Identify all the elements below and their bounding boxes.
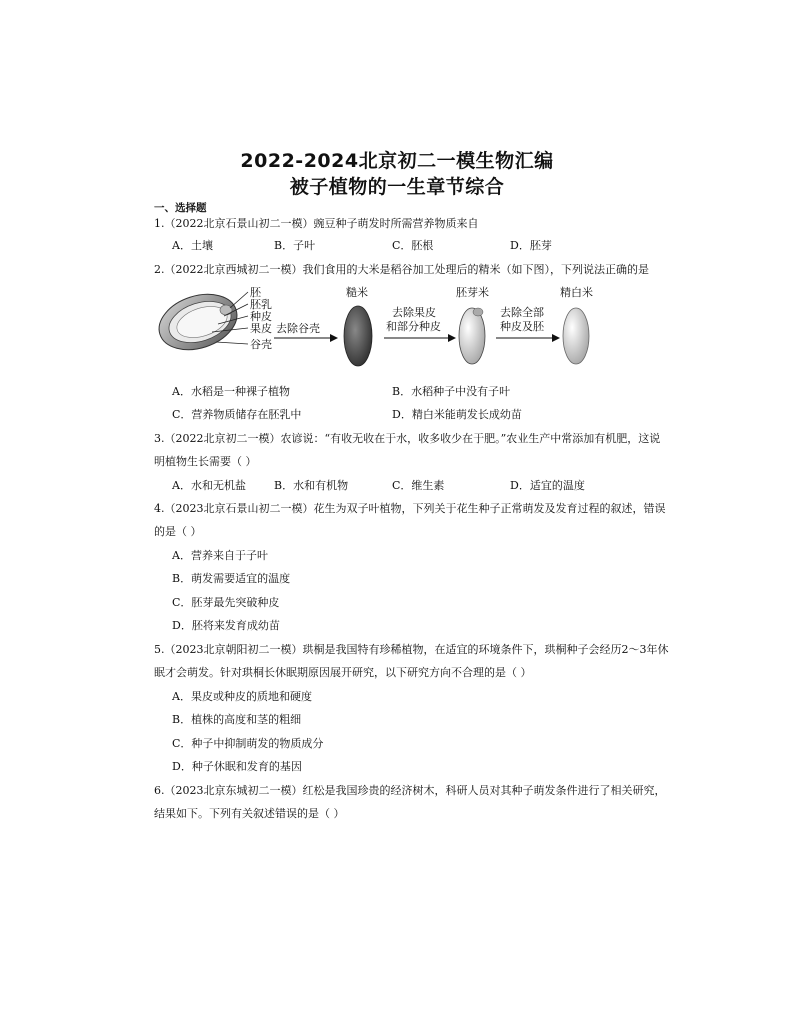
label-pericarp: 果皮 [250, 322, 272, 335]
q4-option-b: B．萌发需要适宜的温度 [172, 572, 291, 585]
label-endosperm: 胚乳 [250, 298, 272, 311]
step3-label-line2: 种皮及胚 [500, 320, 544, 333]
q5-stem-line2: 眠才会萌发。针对珙桐长休眠期原因展开研究，以下研究方向不合理的是（ ） [154, 666, 532, 679]
brown-rice-label: 糙米 [346, 286, 368, 299]
step2-label-line1: 去除果皮 [392, 306, 436, 319]
label-embryo: 胚 [250, 286, 261, 299]
step1-label: 去除谷壳 [276, 322, 320, 335]
q6-stem-line2: 结果如下。下列有关叙述错误的是（ ） [154, 807, 345, 820]
q5-option-b: B．植株的高度和茎的粗细 [172, 713, 302, 726]
q1-option-b: B．子叶 [274, 239, 316, 252]
polished-rice-grain [563, 308, 589, 364]
doc-title: 2022-2024北京初二一模生物汇编 [240, 150, 554, 172]
q1-stem: 1.（2022北京石景山初二一模）豌豆种子萌发时所需营养物质来自 [154, 217, 479, 230]
brown-rice-grain [344, 306, 372, 366]
rice-processing-figure [156, 282, 616, 372]
rice-grain-diagram [156, 285, 244, 359]
q1-option-a: A．土壤 [172, 239, 213, 252]
q4-stem-line1: 4.（2023北京石景山初二一模）花生为双子叶植物，下列关于花生种子正常萌发及发育过程的叙述，错误 [154, 502, 666, 515]
q2-stem: 2.（2022北京西城初二一模）我们食用的大米是稻谷加工处理后的精米（如下图），下列说法正确的是 [154, 263, 649, 276]
q3-option-c: C．维生素 [392, 479, 445, 492]
q4-stem-line2: 的是（ ） [154, 525, 202, 538]
q3-stem-line1: 3.（2022北京初二一模）农谚说：“有收无收在于水，收多收少在于肥。”农业生产中常添加有机肥，这说 [154, 432, 661, 445]
q4-option-c: C．胚芽最先突破种皮 [172, 596, 280, 609]
polished-rice-label: 精白米 [560, 286, 593, 299]
q1-option-c: C．胚根 [392, 239, 434, 252]
q2-option-b: B．水稻种子中没有子叶 [392, 385, 511, 398]
q3-option-d: D．适宜的温度 [510, 479, 585, 492]
q4-option-a: A．营养来自于子叶 [172, 549, 268, 562]
q6-stem-line1: 6.（2023北京东城初二一模）红松是我国珍贵的经济树木，科研人员对其种子萌发条件进行了相关研究， [154, 784, 666, 797]
q5-option-a: A．果皮或种皮的质地和硬度 [172, 690, 312, 703]
q5-option-c: C．种子中抑制萌发的物质成分 [172, 737, 324, 750]
q2-option-a: A．水稻是一种裸子植物 [172, 385, 290, 398]
label-seed-coat: 种皮 [250, 310, 272, 323]
step2-label-line2: 和部分种皮 [386, 320, 441, 333]
section-heading: 一、选择题 [154, 202, 207, 214]
q5-option-d: D．种子休眠和发育的基因 [172, 760, 302, 773]
q5-stem-line1: 5.（2023北京朝阳初二一模）珙桐是我国特有珍稀植物，在适宜的环境条件下，珙桐种子会经历2～3年休 [154, 643, 669, 656]
q4-option-d: D．胚将来发育成幼苗 [172, 619, 280, 632]
doc-subtitle: 被子植物的一生章节综合 [289, 176, 505, 198]
step3-label-line1: 去除全部 [500, 306, 544, 319]
germ-rice-label: 胚芽米 [456, 286, 489, 299]
q2-option-c: C．营养物质储存在胚乳中 [172, 408, 302, 421]
label-husk: 谷壳 [250, 338, 272, 351]
germ-rice-grain [459, 308, 485, 364]
q3-stem-line2: 明植物生长需要（ ） [154, 455, 257, 468]
q3-option-a: A．水和无机盐 [172, 479, 246, 492]
q3-option-b: B．水和有机物 [274, 479, 349, 492]
q1-option-d: D．胚芽 [510, 239, 552, 252]
q2-option-d: D．精白米能萌发长成幼苗 [392, 408, 522, 421]
